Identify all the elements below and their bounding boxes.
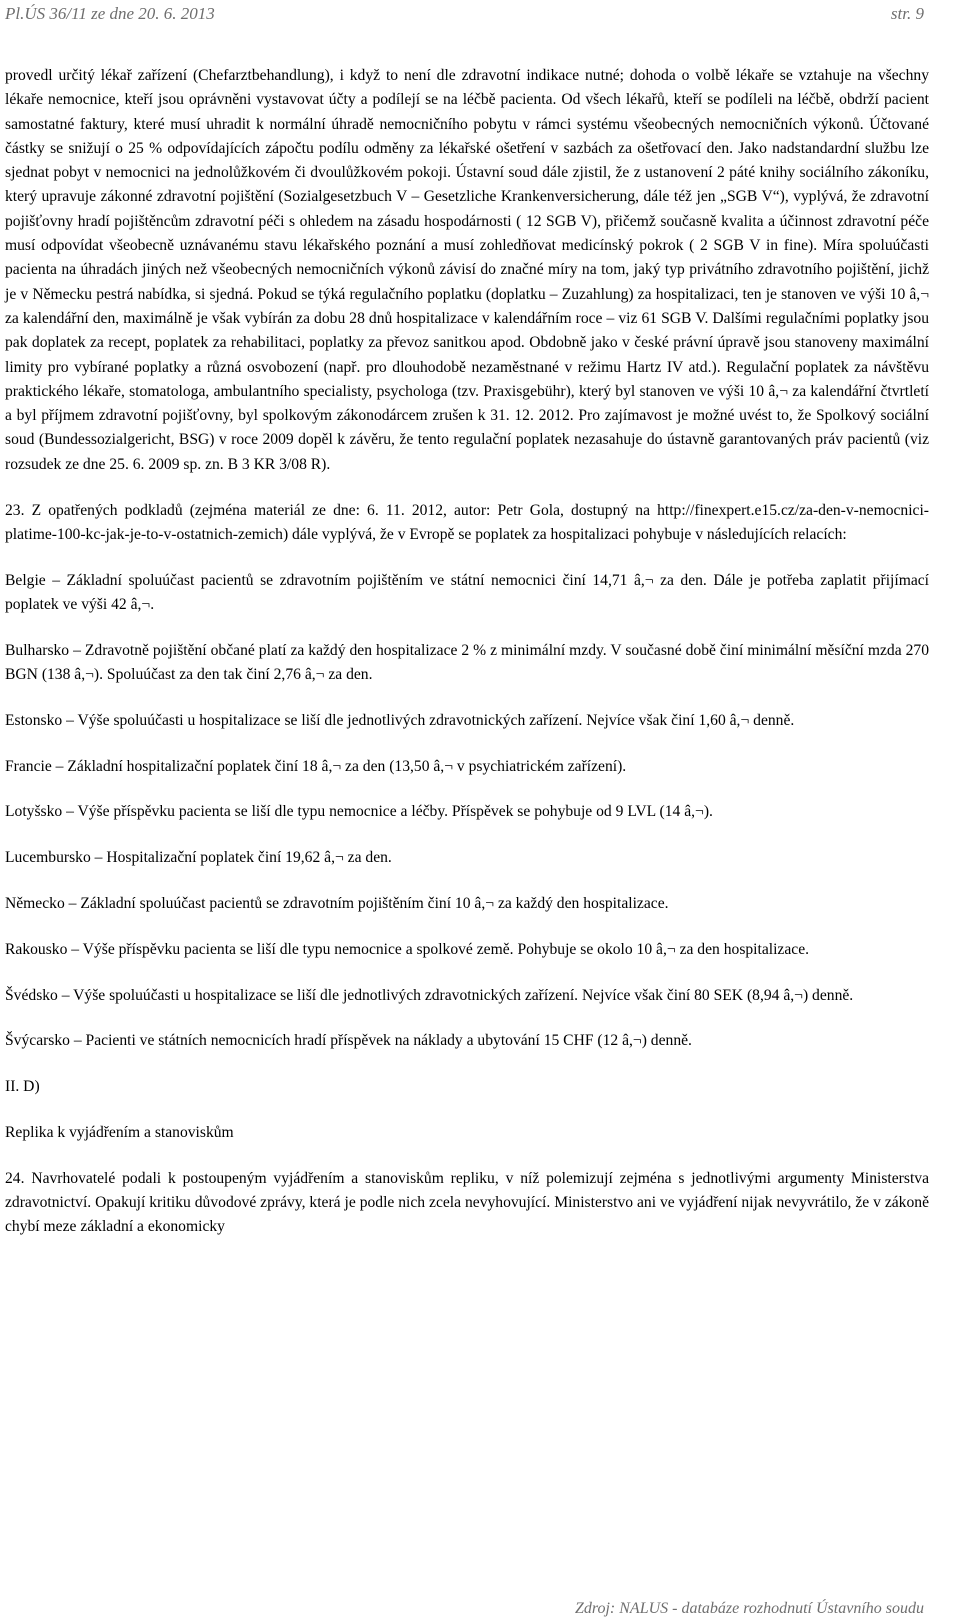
country-france: Francie – Základní hospitalizační poplatek činí 18 â,¬ za den (13,50 â,¬ v psychiatrickém zařízení). [5,757,627,775]
country-latvia: Lotyšsko – Výše příspěvku pacienta se liší dle typu nemocnice a léčby. Příspěvek se pohybuje od 9 LVL (14 â,¬). [5,803,713,821]
country-belgium: Belgie – Základní spoluúčast pacientů se zdravotním pojištěním ve státní nemocnici činí 14,71 â,¬ za den. Dále je potřeba zaplatit přijímací poplatek ve výši 42 â,¬. [5,571,929,613]
section-heading-number: II. D) [5,1078,40,1096]
page-header [5,4,924,26]
paragraph-23: 23. Z opatřených podkladů (zejména materiál ze dne: 6. 11. 2012, autor: Petr Gola, dostupný na http://finexpert.e15.cz/za-den-v-nemocnici-platime-100-kc-jak-je-to-v-ostatnich-zemich) dále vyplývá, že v Evropě se poplatek za hospitalizaci pohybuje v následujících relacích: [5,501,929,543]
country-bulgaria: Bulharsko – Zdravotně pojištění občané platí za každý den hospitalizace 2 % z minimální mzdy. V současné době činí minimální měsíční mzda 270 BGN (138 â,¬). Spoluúčast za den tak činí 2,76 â,¬ za den. [5,641,929,684]
page-footer: Zdroj: NALUS - databáze rozhodnutí Ústavního soudu [574,1600,924,1617]
country-luxembourg: Lucembursko – Hospitalizační poplatek činí 19,62 â,¬ za den. [5,849,392,867]
section-heading-title: Replika k vyjádřením a stanoviskům [5,1124,234,1141]
paragraph-22-continued: provedl určitý lékař zařízení (Chefarztbehandlung), i když to není dle zdravotní indikace nutné; dohoda o volbě lékaře se vztahuje na všechny lékaře nemocnice, kteří jsou oprávněni vystavovat účty a podílejí se na léčbě pacienta. Od všech lékařů, kteří se podíleli na léčbě, obdrží pacient samostatné faktury, které musí uhradit k normální úhradě nemocničního pobytu v rámci systému všeobecných nemocničních výkonů. Účtované částky se snižují o 25 % odpovídajících zápočtu podílu odměny za lékařské ošetření v sazbách za ošetřovací den. Jako nadstandardní službu lze sjednat pobyt v nemocnici na jednolůžkovém či dvoulůžkovém pokoji. Ústavní soud dále zjistil, že z ustanovení 2 páté knihy sociálního zákoníku, který upravuje zákonné zdravotní pojištění (Sozialgesetzbuch V – Gesetzliche Krankenversicherung, dále též jen „SGB V“), vyplývá, že zdravotní pojišťovny hradí pojištěncům zdravotní péči s ohledem na zásadu hospodárnosti ( 12 SGB V), přičemž současně kvalita a účinnost zdravotní péče musí odpovídat všeobecně uznávanému stavu lékařského poznání a musí zohledňovat medicínský pokrok ( 2 SGB V in fine). Míra spoluúčasti pacienta na úhradách jiných než všeobecných nemocničních výkonů závisí do značné míry na tom, jaký typ privátního zdravotního pojištění, jichž je v Německu pestrá nabídka, si sjedná. Pokud se týká regulačního poplatku (doplatku – Zuzahlung) za hospitalizaci, ten je stanoven ve výši 10 â,¬ za kalendářní den, maximálně je však vybírán za dobu 28 dnů hospitalizace v kalendářním roce – viz 61 SGB V. Dalšími regulačními poplatky jsou pak doplatek za recept, poplatek za rehabilitaci, poplatky za převoz sanitkou apod. Obdobně jako v české právní úpravě jsou stanoveny maximální limity pro vybírané poplatky a různá osvobození (např. pro dlouhodobě nezaměstnané v režimu Hartz IV atd.). Regulační poplatek za návštěvu praktického lékaře, stomatologa, ambulantního specialisty, psychologa (tzv. Praxisgebühr), který byl stanoven ve výši 10 â,¬ za kalendářní čtvrtletí a byl příjmem zdravotní pojišťovny, byl spolkovým zákonodárcem zrušen k 31. 12. 2012. Pro zajímavost je možné uvést to, že Spolkový sociální soud (Bundessozialgericht, BSG) v roce 2009 dopěl k závěru, že tento regulační poplatek nezasahuje do ústavně garantovaných práv pacientů (viz rozsudek ze dne 25. 6. 2009 sp. zn. B 3 KR 3/08 R). [5,67,929,473]
country-sweden: Švédsko – Výše spoluúčasti u hospitalizace se liší dle jednotlivých zdravotnických zařízení. Nejvíce však činí 80 SEK (8,94 â,¬) denně. [5,986,854,1004]
page-number: str. 9 [890,4,924,23]
document-reference: Pl.ÚS 36/11 ze dne 20. 6. 2013 [5,4,215,23]
country-austria: Rakousko – Výše příspěvku pacienta se liší dle typu nemocnice a spolkové země. Pohybuje se okolo 10 â,¬ za den hospitalizace. [5,940,810,958]
country-estonia: Estonsko – Výše spoluúčasti u hospitalizace se liší dle jednotlivých zdravotnických zařízení. Nejvíce však činí 1,60 â,¬ denně. [5,711,795,729]
document-body [5,64,929,1240]
country-switzerland: Švýcarsko – Pacienti ve státních nemocnicích hradí příspěvek na náklady a ubytování 15 CHF (12 â,¬) denně. [5,1032,692,1050]
country-germany: Německo – Základní spoluúčast pacientů se zdravotním pojištěním činí 10 â,¬ za každý den hospitalizace. [5,895,669,913]
paragraph-24: 24. Navrhovatelé podali k postoupeným vyjádřením a stanoviskům repliku, v níž polemizují zejména s jednotlivými argumenty Ministerstva zdravotnictví. Opakují kritiku důvodové zprávy, která je podle nich zcela nevyhovující. Ministerstvo ani ve vyjádření nijak nevyvrátilo, že v zákoně chybí meze základní a ekonomicky [5,1169,929,1236]
